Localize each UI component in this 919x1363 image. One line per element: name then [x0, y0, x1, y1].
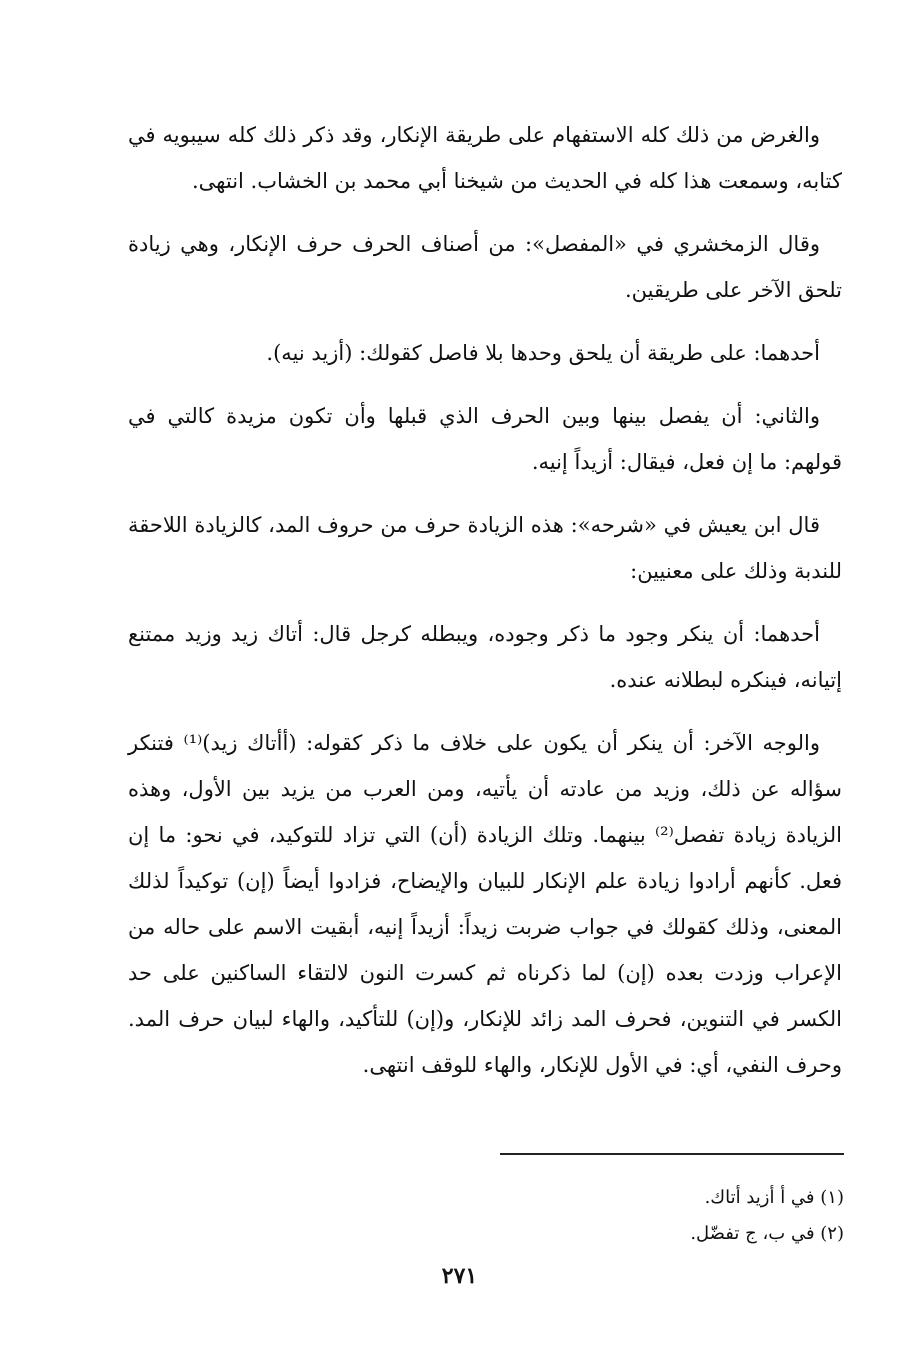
paragraph-5: قال ابن يعيش في «شرحه»: هذه الزيادة حرف من حروف المد، كالزيادة اللاحقة للندبة وذلك على معنيين: — [128, 513, 842, 583]
footnote-1: (١) في أ أزيد أتاك. — [704, 1187, 844, 1208]
paragraph-6: أحدهما: أن ينكر وجود ما ذكر وجوده، ويبطله كرجل قال: أتاك زيد وزيد ممتنع إتيانه، فينكره لبطلانه عنده. — [128, 622, 842, 692]
paragraph-4: والثاني: أن يفصل بينها وبين الحرف الذي قبلها وأن تكون مزيدة كالتي في قولهم: ما إن فعل، فيقال: أزيداً إنيه. — [128, 404, 842, 474]
paragraph-1: والغرض من ذلك كله الاستفهام على طريقة الإنكار، وقد ذكر ذلك كله سيبويه في كتابه، وسمعت هذا كله في الحديث من شيخنا أبي محمد بن الخشاب. انتهى. — [128, 123, 842, 193]
page-number: ٢٧١ — [441, 1263, 478, 1289]
paragraph-7: والوجه الآخر: أن ينكر أن يكون على خلاف ما ذكر كقوله: (أأتاك زيد)⁽¹⁾ فتنكر سؤاله عن ذلك، وزيد من عادته أن يأتيه، ومن العرب من يزيد بين الأول، وهذه الزيادة زيادة تفصل⁽²⁾ بينهما. وتلك الزيادة (أن) التي تزاد للتوكيد، في نحو: ما إن فعل. كأنهم أرادوا زيادة علم الإنكار للبيان والإيضاح، فزادوا أيضاً (إن) توكيداً لذلك المعنى، وذلك كقولك في جواب ضربت زيداً: أزيداً إنيه، أبقيت الاسم على حاله من الإعراب وزدت بعده (إن) لما ذكرناه ثم كسرت النون لالتقاء الساكنين على حد الكسر في التنوين، فحرف المد زائد للإنكار، و(إن) للتأكيد، والهاء لبيان حرف المد. وحرف النفي، أي: في الأول للإنكار، والهاء للوقف انتهى. — [128, 731, 842, 1077]
paragraph-3: أحدهما: على طريقة أن يلحق وحدها بلا فاصل كقولك: (أزيد نيه). — [266, 341, 820, 365]
footnotes — [500, 1180, 844, 1252]
main-text — [128, 112, 842, 1105]
footnote-divider — [500, 1153, 844, 1155]
paragraph-2: وقال الزمخشري في «المفصل»: من أصناف الحرف حرف الإنكار، وهي زيادة تلحق الآخر على طريقين. — [128, 232, 842, 302]
footnote-2: (٢) في ب، ج تفضّل. — [690, 1223, 844, 1244]
